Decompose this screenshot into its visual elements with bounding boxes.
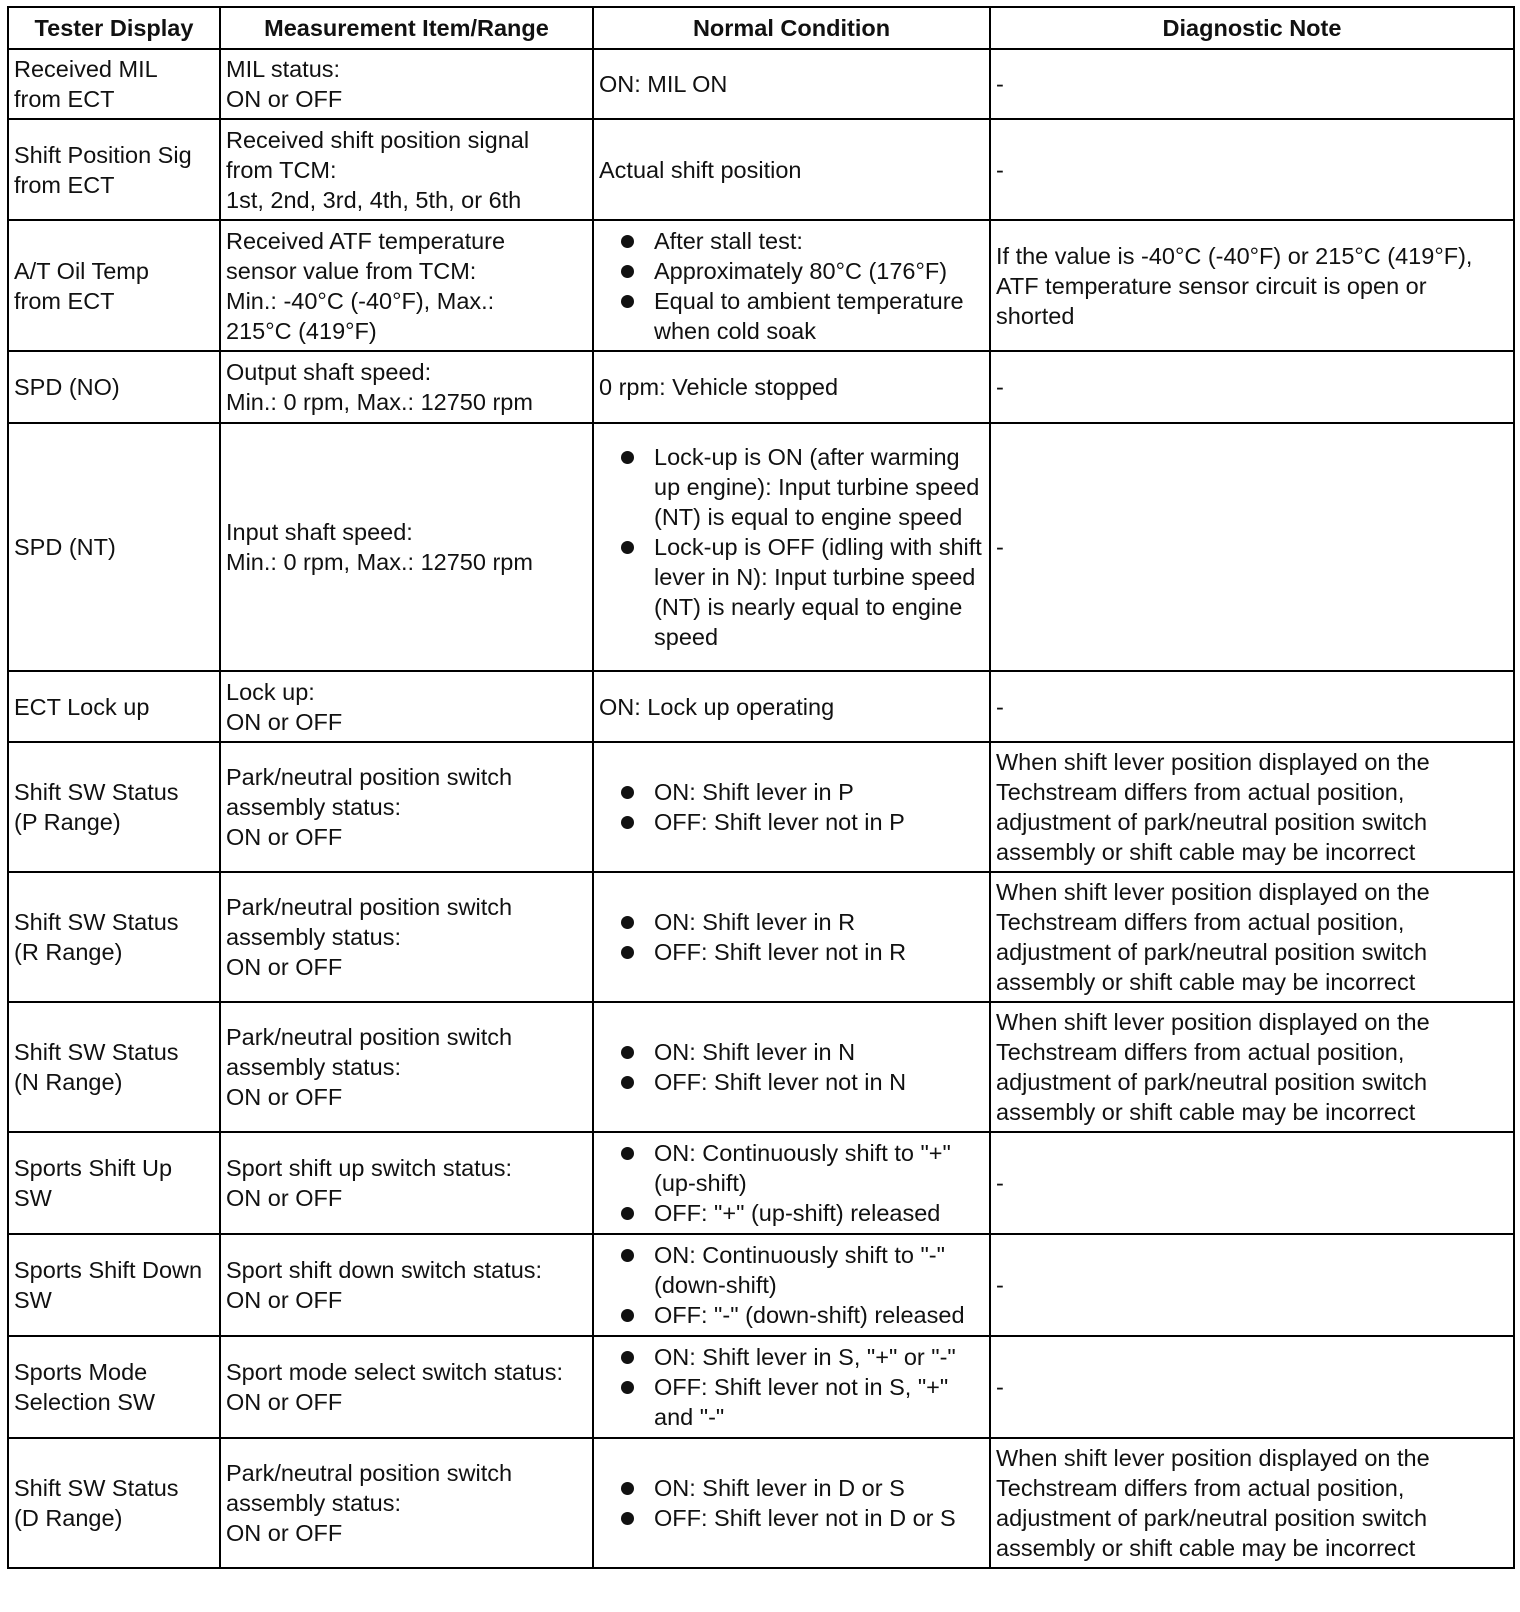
cell-tester-display: Sports Mode Selection SW <box>8 1336 220 1438</box>
cell-normal-condition <box>593 1438 990 1568</box>
list-item: ON: Shift lever in N <box>621 1037 984 1067</box>
list-item: Approximately 80°C (176°F) <box>621 256 984 286</box>
header-normal-condition: Normal Condition <box>593 7 990 49</box>
table-row <box>8 671 1514 742</box>
cell-tester-display: Shift SW Status (P Range) <box>8 742 220 872</box>
list-item: ON: Shift lever in P <box>621 777 984 807</box>
cell-measurement: Park/neutral position switch assembly status: ON or OFF <box>220 1002 593 1132</box>
list-item: OFF: "-" (down-shift) released <box>621 1300 984 1330</box>
table-row <box>8 119 1514 220</box>
list-item: ON: Shift lever in D or S <box>621 1473 984 1503</box>
cell-diagnostic-note: - <box>990 671 1514 742</box>
header-measurement: Measurement Item/Range <box>220 7 593 49</box>
cell-normal-condition <box>593 1132 990 1234</box>
list-item: OFF: "+" (up-shift) released <box>621 1198 984 1228</box>
normal-condition-list <box>599 442 984 652</box>
table-row <box>8 742 1514 872</box>
cell-diagnostic-note: - <box>990 119 1514 220</box>
table-body <box>8 49 1514 1568</box>
cell-normal-condition: ON: MIL ON <box>593 49 990 119</box>
list-item: ON: Continuously shift to "+" (up-shift) <box>621 1138 984 1198</box>
cell-measurement: MIL status: ON or OFF <box>220 49 593 119</box>
normal-condition-list <box>599 907 984 967</box>
list-item: After stall test: <box>621 226 984 256</box>
cell-tester-display: Shift SW Status (D Range) <box>8 1438 220 1568</box>
cell-measurement: Sport mode select switch status: ON or OFF <box>220 1336 593 1438</box>
table-row <box>8 872 1514 1002</box>
table-row <box>8 1002 1514 1132</box>
list-item: OFF: Shift lever not in N <box>621 1067 984 1097</box>
table-row <box>8 49 1514 119</box>
normal-condition-list <box>599 226 984 346</box>
cell-diagnostic-note: - <box>990 423 1514 671</box>
cell-tester-display: ECT Lock up <box>8 671 220 742</box>
cell-measurement: Input shaft speed: Min.: 0 rpm, Max.: 12750 rpm <box>220 423 593 671</box>
cell-measurement: Lock up: ON or OFF <box>220 671 593 742</box>
table-row <box>8 1234 1514 1336</box>
cell-tester-display: A/T Oil Temp from ECT <box>8 220 220 351</box>
cell-tester-display: SPD (NO) <box>8 351 220 423</box>
cell-diagnostic-note: When shift lever position displayed on the Techstream differs from actual position, adjustment of park/neutral position switch assembly or shift cable may be incorrect <box>990 872 1514 1002</box>
cell-normal-condition <box>593 1002 990 1132</box>
table-row <box>8 423 1514 671</box>
list-item: OFF: Shift lever not in P <box>621 807 984 837</box>
cell-measurement: Sport shift down switch status: ON or OFF <box>220 1234 593 1336</box>
list-item: Lock-up is OFF (idling with shift lever in N): Input turbine speed (NT) is nearly equal to engine speed <box>621 532 984 652</box>
cell-diagnostic-note: If the value is -40°C (-40°F) or 215°C (419°F), ATF temperature sensor circuit is open or shorted <box>990 220 1514 351</box>
list-item: ON: Shift lever in R <box>621 907 984 937</box>
cell-diagnostic-note: - <box>990 1234 1514 1336</box>
cell-diagnostic-note: When shift lever position displayed on the Techstream differs from actual position, adjustment of park/neutral position switch assembly or shift cable may be incorrect <box>990 742 1514 872</box>
cell-normal-condition: 0 rpm: Vehicle stopped <box>593 351 990 423</box>
cell-tester-display: Shift SW Status (N Range) <box>8 1002 220 1132</box>
list-item: Equal to ambient temperature when cold soak <box>621 286 984 346</box>
data-list-table <box>7 6 1515 1569</box>
cell-normal-condition <box>593 1234 990 1336</box>
cell-measurement: Park/neutral position switch assembly status: ON or OFF <box>220 872 593 1002</box>
cell-tester-display: Shift SW Status (R Range) <box>8 872 220 1002</box>
cell-normal-condition: ON: Lock up operating <box>593 671 990 742</box>
list-item: OFF: Shift lever not in D or S <box>621 1503 984 1533</box>
cell-measurement: Received shift position signal from TCM: 1st, 2nd, 3rd, 4th, 5th, or 6th <box>220 119 593 220</box>
cell-normal-condition <box>593 742 990 872</box>
cell-measurement: Park/neutral position switch assembly status: ON or OFF <box>220 742 593 872</box>
cell-measurement: Sport shift up switch status: ON or OFF <box>220 1132 593 1234</box>
normal-condition-list <box>599 1473 984 1533</box>
table-row <box>8 1132 1514 1234</box>
normal-condition-list <box>599 1138 984 1228</box>
cell-diagnostic-note: When shift lever position displayed on the Techstream differs from actual position, adjustment of park/neutral position switch assembly or shift cable may be incorrect <box>990 1438 1514 1568</box>
cell-normal-condition <box>593 220 990 351</box>
table-row <box>8 220 1514 351</box>
cell-measurement: Park/neutral position switch assembly status: ON or OFF <box>220 1438 593 1568</box>
cell-tester-display: Sports Shift Down SW <box>8 1234 220 1336</box>
list-item: Lock-up is ON (after warming up engine): Input turbine speed (NT) is equal to engine speed <box>621 442 984 532</box>
header-diagnostic-note: Diagnostic Note <box>990 7 1514 49</box>
cell-diagnostic-note: When shift lever position displayed on the Techstream differs from actual position, adjustment of park/neutral position switch assembly or shift cable may be incorrect <box>990 1002 1514 1132</box>
cell-diagnostic-note: - <box>990 1336 1514 1438</box>
normal-condition-list <box>599 777 984 837</box>
cell-measurement: Output shaft speed: Min.: 0 rpm, Max.: 12750 rpm <box>220 351 593 423</box>
cell-normal-condition <box>593 1336 990 1438</box>
table-row <box>8 1438 1514 1568</box>
cell-diagnostic-note: - <box>990 351 1514 423</box>
normal-condition-list <box>599 1342 984 1432</box>
normal-condition-list <box>599 1240 984 1330</box>
cell-normal-condition <box>593 872 990 1002</box>
cell-normal-condition: Actual shift position <box>593 119 990 220</box>
cell-diagnostic-note: - <box>990 49 1514 119</box>
cell-tester-display: Received MIL from ECT <box>8 49 220 119</box>
list-item: OFF: Shift lever not in R <box>621 937 984 967</box>
table-row <box>8 1336 1514 1438</box>
list-item: OFF: Shift lever not in S, "+" and "-" <box>621 1372 984 1432</box>
list-item: ON: Continuously shift to "-" (down-shift) <box>621 1240 984 1300</box>
table-header-row <box>8 7 1514 49</box>
cell-diagnostic-note: - <box>990 1132 1514 1234</box>
cell-tester-display: Sports Shift Up SW <box>8 1132 220 1234</box>
table-row <box>8 351 1514 423</box>
cell-tester-display: Shift Position Sig from ECT <box>8 119 220 220</box>
cell-tester-display: SPD (NT) <box>8 423 220 671</box>
normal-condition-list <box>599 1037 984 1097</box>
cell-normal-condition <box>593 423 990 671</box>
list-item: ON: Shift lever in S, "+" or "-" <box>621 1342 984 1372</box>
cell-measurement: Received ATF temperature sensor value from TCM: Min.: -40°C (-40°F), Max.: 215°C (419°F) <box>220 220 593 351</box>
header-tester-display: Tester Display <box>8 7 220 49</box>
